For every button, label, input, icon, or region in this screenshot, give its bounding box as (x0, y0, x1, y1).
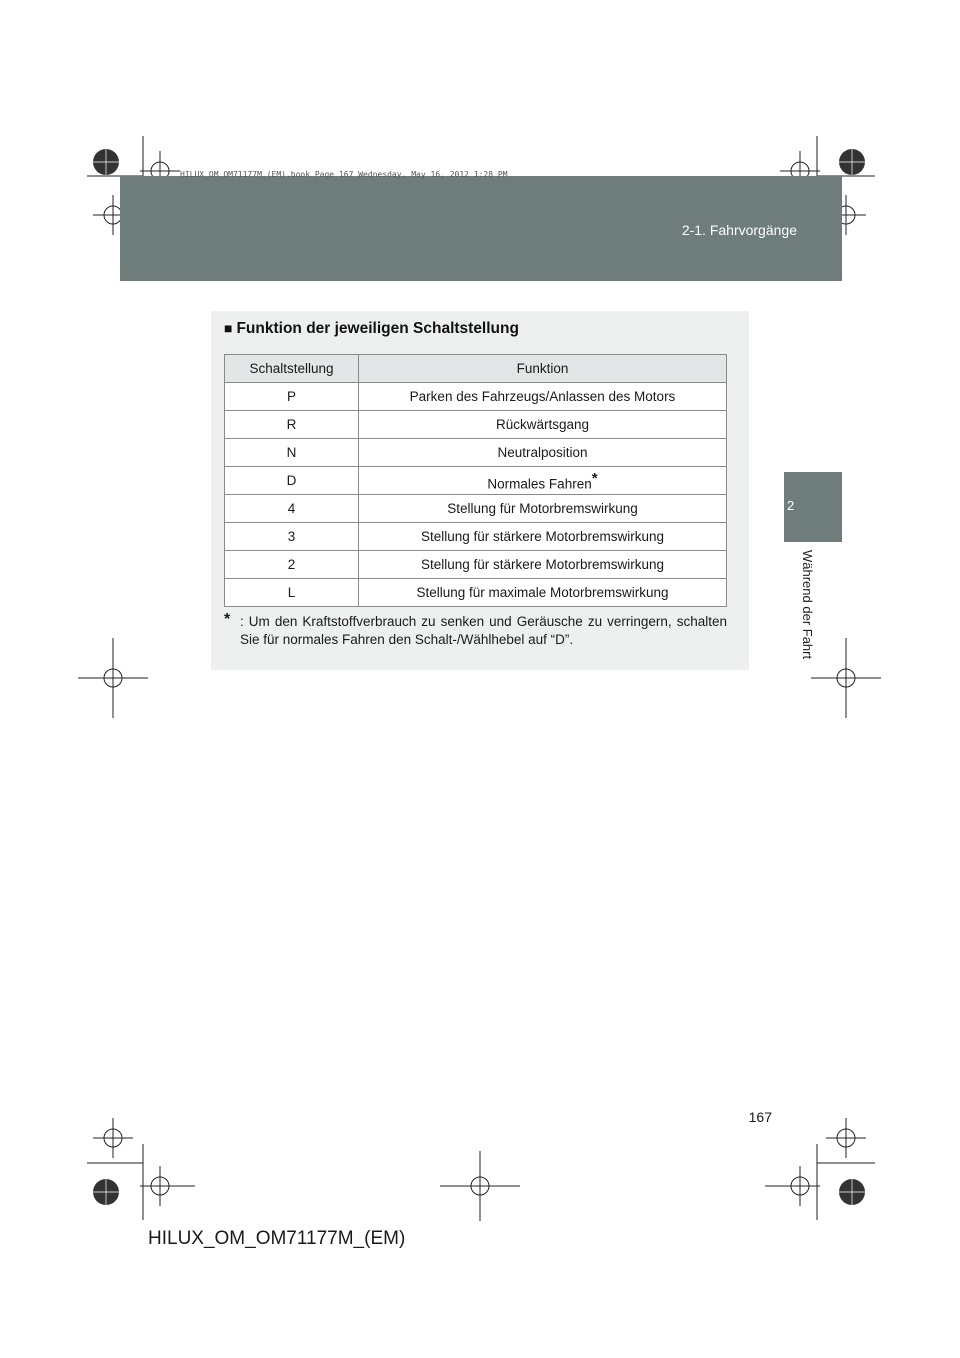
chapter-title: Während der Fahrt (800, 550, 815, 660)
table-row (225, 467, 727, 495)
section-title: 2-1. Fahrvorgänge (681, 222, 797, 238)
position-cell: D (225, 467, 359, 495)
function-cell: Stellung für Motorbremswirkung (359, 495, 727, 523)
square-bullet-icon: ■ (224, 320, 233, 336)
document-code: HILUX_OM_OM71177M_(EM) (148, 1228, 406, 1249)
box-heading (224, 320, 519, 338)
footnote-star: * (224, 611, 231, 628)
header-position: Schaltstellung (225, 355, 359, 383)
box-title-text: Funktion der jeweiligen Schaltstellung (236, 320, 519, 337)
table-row (225, 523, 727, 551)
position-cell: 4 (225, 495, 359, 523)
position-cell: 2 (225, 551, 359, 579)
table-row (225, 411, 727, 439)
header-function: Funktion (359, 355, 727, 383)
footnote-marker: * (591, 469, 598, 487)
table-row (225, 579, 727, 607)
page-number: 167 (748, 1109, 772, 1125)
shift-position-table (224, 354, 727, 607)
function-cell (359, 467, 727, 495)
position-cell: N (225, 439, 359, 467)
book-info: HILUX_OM_OM71177M_(EM).book Page 167 Wednesday, May 16, 2012 1:28 PM (180, 170, 508, 179)
footnote (224, 613, 727, 649)
position-cell: R (225, 411, 359, 439)
position-cell: P (225, 383, 359, 411)
table-row (225, 383, 727, 411)
table-row (225, 551, 727, 579)
footnote-text: : Um den Kraftstoffverbrauch zu senken und Geräusche zu verringern, schalten Sie für normales Fahren den Schalt-/Wählhebel auf “D”. (240, 614, 727, 647)
function-text: Normales Fahren (487, 476, 592, 492)
function-cell: Stellung für stärkere Motorbremswirkung (359, 523, 727, 551)
function-cell: Stellung für stärkere Motorbremswirkung (359, 551, 727, 579)
function-cell: Parken des Fahrzeugs/Anlassen des Motors (359, 383, 727, 411)
function-cell: Neutralposition (359, 439, 727, 467)
position-cell: 3 (225, 523, 359, 551)
table-row (225, 495, 727, 523)
function-cell: Stellung für maximale Motorbremswirkung (359, 579, 727, 607)
table-header-row (225, 355, 727, 383)
function-cell: Rückwärtsgang (359, 411, 727, 439)
table-row (225, 439, 727, 467)
position-cell: L (225, 579, 359, 607)
chapter-number: 2 (787, 498, 795, 513)
